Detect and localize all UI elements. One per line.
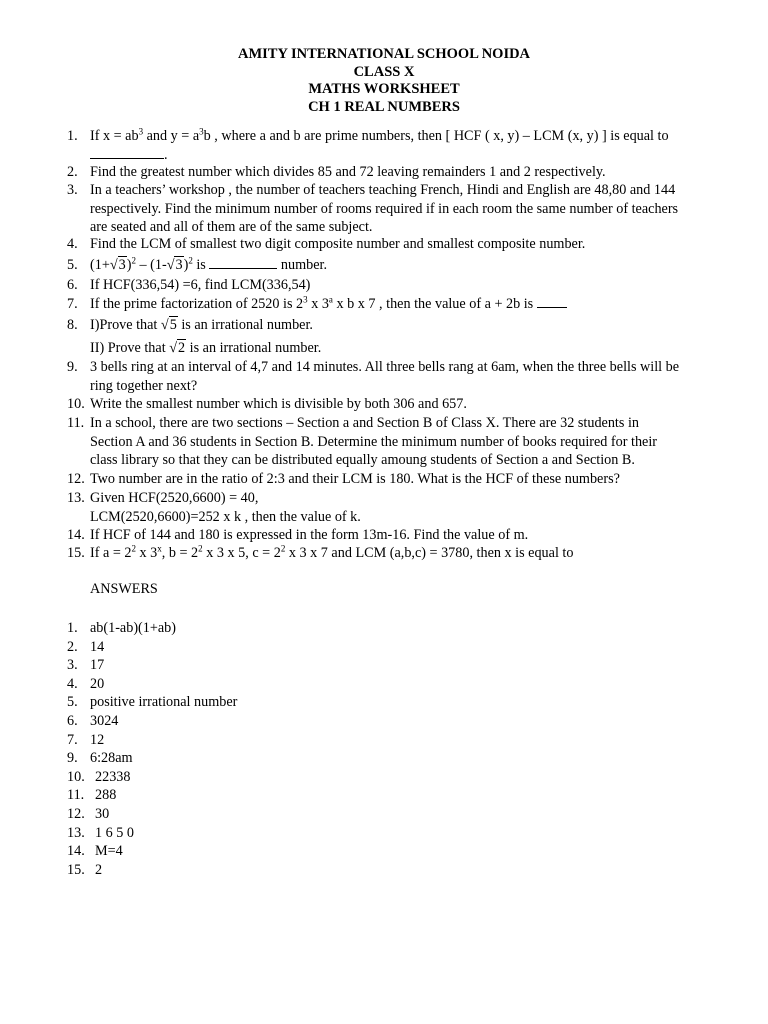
answer-text: ab(1-ab)(1+ab) [90,620,176,636]
answer-number: 15. [67,861,85,878]
question-1: 1. If $x = ab^3$ and $y = a^3b$ , where a and b are prime numbers, then [ HCF ( x, y) – LCM (x, y) ] is equal to . [67,127,727,164]
question-text: If $a = 2^2$ x 3$^x$, $b = 2^2$ x 3 x 5, $c = 2^2$ x 3 x 7 and LCM (a,b,c) = 3780, then x is equal to [90,543,574,561]
answer-number: 12. [67,806,85,822]
question-11: 11. In a school, there are two sections – Section a and Section B of Class X. There are 32 students in Section A and 36 students in Section B. Determine the minimum number of books required for their class library so that they can be distributed equally amoung students of Section a and Section B. [67,414,727,470]
answer-number: 11. [67,787,85,804]
answer-text: positive irrational number [90,694,238,711]
answer-number: 9. [67,750,78,767]
answer-number: 4. [67,675,78,692]
question-text: 3 bells ring at an interval of 4,7 and 14 minutes. All three bells rang at 6am, when the three bells will be ring together next? [90,359,680,394]
question-2: 2. Find the greatest number which divides 85 and 72 leaving remainders 1 and 2 respectively. [67,163,727,182]
question-9: 9. 3 bells ring at an interval of 4,7 and 14 minutes. All three bells rang at 6am, when the three bells will be ring together next? [67,358,727,395]
question-13: 13. Given HCF(2520,6600) = 40, LCM(2520,6600)=252 x k , then the value of k. [67,489,727,526]
question-text: If the prime factorization of 2520 is $2^3$ x 3$^a$ x b x 7 , then the value of a + 2b is [90,295,727,314]
answer-number: 3. [67,657,78,674]
answer-item [67,693,237,712]
question-text: In a school, there are two sections – Section a and Section B of Class X. There are 32 students in Section A and 36 students in Section B. Determine the minimum number of books required for their class library so that they can be distributed equally amoung students of Section a and Section B. [90,415,658,469]
question-5: 5. $(1+√3)^2 - (1-√3)^2$ is number. [67,256,727,275]
answer-blank [209,256,277,269]
answer-text: 3024 [90,713,119,729]
question-8: 8. I)Prove that √5 is an irrational number. II) Prove that √2 is an irrational number. [67,316,727,357]
answer-number: 14. [67,843,85,860]
answer-number: 7. [67,731,78,748]
chapter-title: CH 1 REAL NUMBERS [308,98,460,115]
worksheet-title: MATHS WORKSHEET [308,81,460,97]
answer-number: 6. [67,713,78,729]
answer-item [67,656,104,675]
answers-heading: ANSWERS [90,581,158,597]
answer-item [67,749,133,768]
answer-item [67,768,130,787]
answer-text: 30 [95,806,110,822]
question-text: In a teachers’ workshop , the number of teachers teaching French, Hindi and English are 48,80 and 144 respectively. Find the minimum number of rooms required if in each room the same number of teachers are seated and all of them are of the same subject. [90,182,679,236]
answer-number: 2. [67,638,78,655]
question-text: If HCF of 144 and 180 is expressed in the form 13m-16. Find the value of m. [90,527,529,543]
question-text: Two number are in the ratio of 2:3 and their LCM is 180. What is the HCF of these numbers? [90,471,620,487]
answer-text: 17 [90,657,105,674]
question-10: 10. Write the smallest number which is divisible by both 306 and 657. [67,395,727,414]
answer-text: 12 [90,731,105,748]
question-7: 7. If the prime factorization of 2520 is $2^3$ x 3$^a$ x b x 7 , then the value of a + 2b is [67,295,727,314]
answer-item [67,712,118,731]
answer-text: 20 [90,675,105,692]
answer-number: 1. [67,620,78,636]
question-text: $(1+√3)^2 - (1-√3)^2$ is number. [90,255,328,273]
answer-text: 288 [95,787,117,804]
question-14: 14. If HCF of 144 and 180 is expressed in the form 13m-16. Find the value of m. [67,526,727,545]
answer-text: 1 6 5 0 [95,824,135,841]
question-4: 4. Find the LCM of smallest two digit composite number and smallest composite number. [67,235,727,254]
answer-text: 2 [95,861,103,878]
answer-item [67,842,123,861]
worksheet-header [0,46,768,116]
answer-item [67,675,104,694]
question-6: 6. If HCF(336,54) =6, find LCM(336,54) [67,276,727,295]
class-name: CLASS X [353,63,415,80]
answer-item [67,805,109,824]
question-text: Write the smallest number which is divisible by both 306 and 657. [90,396,467,412]
answer-item [67,861,102,880]
answer-blank [537,295,567,308]
school-name: AMITY INTERNATIONAL SCHOOL NOIDA [237,46,531,62]
answer-text: 22338 [95,768,131,785]
question-text: Find the LCM of smallest two digit composite number and smallest composite number. [90,236,586,252]
answer-item [67,824,134,843]
answer-item [67,619,176,638]
answer-number: 13. [67,824,85,841]
question-text: If $x = ab^3$ and $y = a^3b$ , where a and b are prime numbers, then [ HCF ( x, y) – LCM (x, y) ] is equal to [90,126,669,144]
answer-text: M=4 [95,843,123,860]
answer-text: 6:28am [90,750,133,767]
question-3: 3. In a teachers’ workshop , the number of teachers teaching French, Hindi and English are 48,80 and 144 respectively. Find the minimum number of rooms required if in each room the same number of teachers are seated and all of them are of the same subject. [67,181,727,237]
answer-number: 5. [67,694,78,711]
answer-text: 14 [90,638,105,655]
answer-item [67,786,116,805]
question-number: 1. [67,128,78,144]
question-text: If HCF(336,54) =6, find LCM(336,54) [90,277,311,293]
answer-number: 10. [67,768,85,785]
sqrt-symbol: √3 [109,257,126,273]
question-15: 15. If $a = 2^2$ x 3$^x$, $b = 2^2$ x 3 x 5, $c = 2^2$ x 3 x 7 and LCM (a,b,c) = 3780, then x is equal to [67,544,727,563]
question-text: I)Prove that √5 is an irrational number. [90,317,313,333]
answer-blank [90,146,164,159]
answer-item [67,638,104,657]
question-text: Find the greatest number which divides 85 and 72 leaving remainders 1 and 2 respectively. [90,164,606,180]
question-text: Given HCF(2520,6600) = 40, LCM(2520,6600)=252 x k , then the value of k. [90,490,361,525]
answer-item [67,731,104,750]
question-12: 12. Two number are in the ratio of 2:3 and their LCM is 180. What is the HCF of these numbers? [67,470,727,489]
